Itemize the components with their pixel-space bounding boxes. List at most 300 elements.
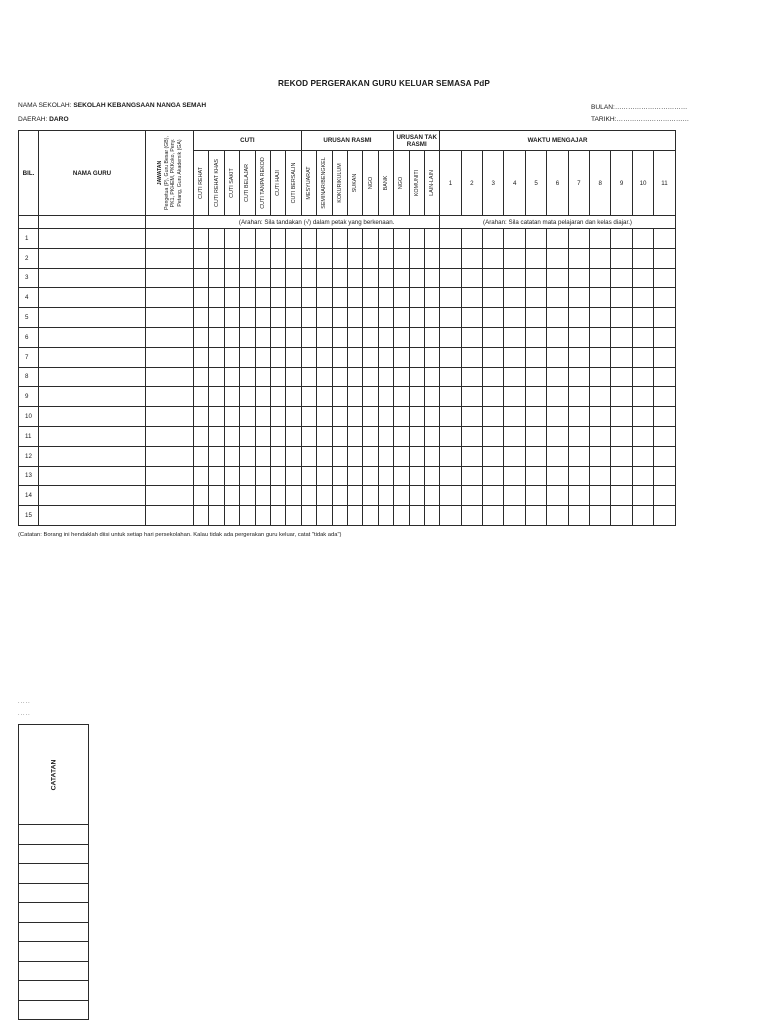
entry-cell[interactable] [504, 486, 525, 506]
entry-cell[interactable] [194, 486, 209, 506]
entry-cell[interactable] [590, 466, 611, 486]
entry-cell[interactable] [240, 486, 255, 506]
entry-cell[interactable] [568, 308, 589, 328]
entry-cell[interactable] [317, 446, 332, 466]
entry-cell[interactable] [240, 426, 255, 446]
entry-cell[interactable] [301, 486, 316, 506]
entry-cell[interactable] [255, 387, 270, 407]
entry-cell[interactable] [378, 248, 393, 268]
entry-cell[interactable] [632, 327, 653, 347]
entry-cell[interactable] [590, 308, 611, 328]
entry-cell[interactable] [317, 248, 332, 268]
entry-cell[interactable] [224, 506, 239, 526]
entry-cell[interactable] [301, 327, 316, 347]
entry-cell[interactable] [525, 248, 546, 268]
entry-cell[interactable] [378, 229, 393, 249]
entry-cell[interactable] [224, 486, 239, 506]
entry-cell[interactable] [611, 367, 632, 387]
entry-cell[interactable] [632, 367, 653, 387]
entry-cell[interactable] [568, 506, 589, 526]
jawatan-cell[interactable] [146, 387, 194, 407]
entry-cell[interactable] [347, 268, 362, 288]
jawatan-cell[interactable] [146, 506, 194, 526]
entry-cell[interactable] [547, 407, 568, 427]
entry-cell[interactable] [461, 506, 482, 526]
entry-cell[interactable] [363, 367, 378, 387]
entry-cell[interactable] [301, 446, 316, 466]
entry-cell[interactable] [461, 407, 482, 427]
entry-cell[interactable] [483, 486, 504, 506]
entry-cell[interactable] [409, 347, 424, 367]
entry-cell[interactable] [347, 229, 362, 249]
entry-cell[interactable] [332, 387, 347, 407]
entry-cell[interactable] [394, 268, 409, 288]
entry-cell[interactable] [286, 486, 301, 506]
entry-cell[interactable] [224, 248, 239, 268]
entry-cell[interactable] [409, 308, 424, 328]
entry-cell[interactable] [317, 407, 332, 427]
catatan-cell[interactable] [19, 903, 89, 923]
entry-cell[interactable] [483, 268, 504, 288]
entry-cell[interactable] [255, 229, 270, 249]
name-cell[interactable] [39, 486, 146, 506]
name-cell[interactable] [39, 327, 146, 347]
entry-cell[interactable] [286, 248, 301, 268]
entry-cell[interactable] [194, 407, 209, 427]
entry-cell[interactable] [270, 347, 285, 367]
entry-cell[interactable] [240, 407, 255, 427]
entry-cell[interactable] [317, 367, 332, 387]
entry-cell[interactable] [240, 367, 255, 387]
entry-cell[interactable] [525, 347, 546, 367]
entry-cell[interactable] [525, 327, 546, 347]
entry-cell[interactable] [409, 268, 424, 288]
entry-cell[interactable] [270, 248, 285, 268]
entry-cell[interactable] [286, 506, 301, 526]
name-cell[interactable] [39, 426, 146, 446]
entry-cell[interactable] [209, 407, 224, 427]
entry-cell[interactable] [547, 229, 568, 249]
entry-cell[interactable] [632, 407, 653, 427]
entry-cell[interactable] [394, 407, 409, 427]
entry-cell[interactable] [547, 268, 568, 288]
entry-cell[interactable] [378, 506, 393, 526]
entry-cell[interactable] [255, 268, 270, 288]
entry-cell[interactable] [194, 327, 209, 347]
entry-cell[interactable] [209, 308, 224, 328]
jawatan-cell[interactable] [146, 407, 194, 427]
catatan-cell[interactable] [19, 864, 89, 884]
catatan-cell[interactable] [19, 825, 89, 845]
entry-cell[interactable] [461, 248, 482, 268]
name-cell[interactable] [39, 407, 146, 427]
entry-cell[interactable] [424, 426, 439, 446]
entry-cell[interactable] [363, 308, 378, 328]
entry-cell[interactable] [654, 387, 676, 407]
entry-cell[interactable] [461, 308, 482, 328]
entry-cell[interactable] [525, 288, 546, 308]
catatan-cell[interactable] [19, 922, 89, 942]
entry-cell[interactable] [568, 229, 589, 249]
entry-cell[interactable] [461, 486, 482, 506]
entry-cell[interactable] [332, 327, 347, 347]
entry-cell[interactable] [286, 288, 301, 308]
entry-cell[interactable] [347, 446, 362, 466]
entry-cell[interactable] [317, 466, 332, 486]
entry-cell[interactable] [317, 308, 332, 328]
entry-cell[interactable] [424, 367, 439, 387]
entry-cell[interactable] [409, 407, 424, 427]
jawatan-cell[interactable] [146, 347, 194, 367]
entry-cell[interactable] [332, 248, 347, 268]
entry-cell[interactable] [568, 268, 589, 288]
entry-cell[interactable] [240, 288, 255, 308]
entry-cell[interactable] [224, 387, 239, 407]
entry-cell[interactable] [409, 248, 424, 268]
entry-cell[interactable] [224, 229, 239, 249]
entry-cell[interactable] [270, 426, 285, 446]
entry-cell[interactable] [332, 446, 347, 466]
entry-cell[interactable] [568, 486, 589, 506]
entry-cell[interactable] [347, 466, 362, 486]
entry-cell[interactable] [363, 268, 378, 288]
entry-cell[interactable] [194, 446, 209, 466]
catatan-cell[interactable] [19, 961, 89, 981]
entry-cell[interactable] [301, 466, 316, 486]
jawatan-cell[interactable] [146, 426, 194, 446]
entry-cell[interactable] [568, 426, 589, 446]
entry-cell[interactable] [347, 506, 362, 526]
entry-cell[interactable] [440, 407, 461, 427]
entry-cell[interactable] [378, 347, 393, 367]
entry-cell[interactable] [590, 268, 611, 288]
entry-cell[interactable] [424, 327, 439, 347]
entry-cell[interactable] [461, 446, 482, 466]
entry-cell[interactable] [461, 347, 482, 367]
entry-cell[interactable] [301, 407, 316, 427]
entry-cell[interactable] [461, 288, 482, 308]
entry-cell[interactable] [483, 506, 504, 526]
catatan-cell[interactable] [19, 883, 89, 903]
entry-cell[interactable] [209, 506, 224, 526]
entry-cell[interactable] [317, 486, 332, 506]
entry-cell[interactable] [194, 347, 209, 367]
entry-cell[interactable] [654, 407, 676, 427]
entry-cell[interactable] [286, 426, 301, 446]
entry-cell[interactable] [525, 308, 546, 328]
entry-cell[interactable] [590, 387, 611, 407]
entry-cell[interactable] [547, 367, 568, 387]
entry-cell[interactable] [209, 248, 224, 268]
entry-cell[interactable] [363, 248, 378, 268]
entry-cell[interactable] [209, 367, 224, 387]
entry-cell[interactable] [424, 248, 439, 268]
entry-cell[interactable] [611, 308, 632, 328]
entry-cell[interactable] [394, 446, 409, 466]
entry-cell[interactable] [424, 308, 439, 328]
jawatan-cell[interactable] [146, 466, 194, 486]
entry-cell[interactable] [332, 367, 347, 387]
entry-cell[interactable] [547, 426, 568, 446]
name-cell[interactable] [39, 466, 146, 486]
entry-cell[interactable] [654, 486, 676, 506]
entry-cell[interactable] [654, 367, 676, 387]
entry-cell[interactable] [286, 367, 301, 387]
entry-cell[interactable] [483, 347, 504, 367]
entry-cell[interactable] [461, 268, 482, 288]
entry-cell[interactable] [332, 426, 347, 446]
entry-cell[interactable] [394, 506, 409, 526]
entry-cell[interactable] [301, 367, 316, 387]
entry-cell[interactable] [194, 248, 209, 268]
entry-cell[interactable] [590, 407, 611, 427]
entry-cell[interactable] [209, 426, 224, 446]
name-cell[interactable] [39, 506, 146, 526]
entry-cell[interactable] [611, 387, 632, 407]
entry-cell[interactable] [347, 407, 362, 427]
entry-cell[interactable] [504, 426, 525, 446]
entry-cell[interactable] [255, 248, 270, 268]
entry-cell[interactable] [611, 268, 632, 288]
entry-cell[interactable] [504, 466, 525, 486]
entry-cell[interactable] [240, 387, 255, 407]
entry-cell[interactable] [483, 288, 504, 308]
entry-cell[interactable] [332, 486, 347, 506]
entry-cell[interactable] [611, 248, 632, 268]
entry-cell[interactable] [632, 466, 653, 486]
entry-cell[interactable] [270, 387, 285, 407]
entry-cell[interactable] [504, 347, 525, 367]
entry-cell[interactable] [317, 426, 332, 446]
entry-cell[interactable] [632, 486, 653, 506]
entry-cell[interactable] [301, 387, 316, 407]
entry-cell[interactable] [394, 229, 409, 249]
entry-cell[interactable] [286, 407, 301, 427]
entry-cell[interactable] [547, 248, 568, 268]
entry-cell[interactable] [224, 367, 239, 387]
name-cell[interactable] [39, 347, 146, 367]
entry-cell[interactable] [224, 407, 239, 427]
entry-cell[interactable] [286, 268, 301, 288]
entry-cell[interactable] [590, 446, 611, 466]
entry-cell[interactable] [547, 347, 568, 367]
name-cell[interactable] [39, 248, 146, 268]
entry-cell[interactable] [332, 308, 347, 328]
entry-cell[interactable] [424, 268, 439, 288]
entry-cell[interactable] [270, 288, 285, 308]
entry-cell[interactable] [270, 308, 285, 328]
entry-cell[interactable] [461, 387, 482, 407]
entry-cell[interactable] [440, 446, 461, 466]
entry-cell[interactable] [317, 506, 332, 526]
entry-cell[interactable] [378, 407, 393, 427]
entry-cell[interactable] [611, 466, 632, 486]
entry-cell[interactable] [590, 347, 611, 367]
entry-cell[interactable] [504, 506, 525, 526]
entry-cell[interactable] [525, 506, 546, 526]
entry-cell[interactable] [424, 486, 439, 506]
entry-cell[interactable] [240, 229, 255, 249]
entry-cell[interactable] [347, 308, 362, 328]
entry-cell[interactable] [440, 367, 461, 387]
entry-cell[interactable] [194, 387, 209, 407]
entry-cell[interactable] [424, 288, 439, 308]
entry-cell[interactable] [209, 387, 224, 407]
entry-cell[interactable] [632, 426, 653, 446]
entry-cell[interactable] [440, 347, 461, 367]
entry-cell[interactable] [483, 446, 504, 466]
entry-cell[interactable] [255, 308, 270, 328]
date-value[interactable]: …………………………… [616, 116, 690, 123]
entry-cell[interactable] [378, 327, 393, 347]
entry-cell[interactable] [224, 466, 239, 486]
entry-cell[interactable] [654, 308, 676, 328]
entry-cell[interactable] [270, 506, 285, 526]
entry-cell[interactable] [654, 347, 676, 367]
entry-cell[interactable] [363, 466, 378, 486]
entry-cell[interactable] [378, 308, 393, 328]
entry-cell[interactable] [504, 446, 525, 466]
entry-cell[interactable] [394, 426, 409, 446]
entry-cell[interactable] [301, 506, 316, 526]
entry-cell[interactable] [483, 466, 504, 486]
entry-cell[interactable] [440, 327, 461, 347]
entry-cell[interactable] [394, 308, 409, 328]
entry-cell[interactable] [409, 367, 424, 387]
entry-cell[interactable] [378, 486, 393, 506]
entry-cell[interactable] [240, 327, 255, 347]
entry-cell[interactable] [654, 426, 676, 446]
entry-cell[interactable] [194, 288, 209, 308]
entry-cell[interactable] [394, 466, 409, 486]
entry-cell[interactable] [394, 347, 409, 367]
entry-cell[interactable] [611, 327, 632, 347]
entry-cell[interactable] [378, 466, 393, 486]
entry-cell[interactable] [394, 387, 409, 407]
entry-cell[interactable] [255, 327, 270, 347]
jawatan-cell[interactable] [146, 248, 194, 268]
entry-cell[interactable] [363, 387, 378, 407]
entry-cell[interactable] [224, 327, 239, 347]
jawatan-cell[interactable] [146, 327, 194, 347]
entry-cell[interactable] [301, 308, 316, 328]
entry-cell[interactable] [590, 229, 611, 249]
entry-cell[interactable] [568, 248, 589, 268]
entry-cell[interactable] [525, 466, 546, 486]
entry-cell[interactable] [483, 327, 504, 347]
entry-cell[interactable] [632, 506, 653, 526]
entry-cell[interactable] [194, 506, 209, 526]
entry-cell[interactable] [611, 407, 632, 427]
catatan-cell[interactable] [19, 942, 89, 962]
entry-cell[interactable] [424, 446, 439, 466]
entry-cell[interactable] [194, 466, 209, 486]
entry-cell[interactable] [654, 466, 676, 486]
entry-cell[interactable] [240, 347, 255, 367]
entry-cell[interactable] [483, 308, 504, 328]
entry-cell[interactable] [409, 446, 424, 466]
entry-cell[interactable] [632, 446, 653, 466]
entry-cell[interactable] [394, 288, 409, 308]
entry-cell[interactable] [440, 248, 461, 268]
entry-cell[interactable] [209, 466, 224, 486]
entry-cell[interactable] [504, 248, 525, 268]
entry-cell[interactable] [654, 229, 676, 249]
entry-cell[interactable] [611, 288, 632, 308]
name-cell[interactable] [39, 387, 146, 407]
entry-cell[interactable] [394, 327, 409, 347]
entry-cell[interactable] [611, 229, 632, 249]
entry-cell[interactable] [347, 486, 362, 506]
entry-cell[interactable] [347, 327, 362, 347]
entry-cell[interactable] [611, 506, 632, 526]
entry-cell[interactable] [347, 347, 362, 367]
entry-cell[interactable] [547, 308, 568, 328]
entry-cell[interactable] [363, 407, 378, 427]
entry-cell[interactable] [301, 268, 316, 288]
entry-cell[interactable] [568, 446, 589, 466]
entry-cell[interactable] [286, 466, 301, 486]
entry-cell[interactable] [590, 288, 611, 308]
entry-cell[interactable] [270, 486, 285, 506]
entry-cell[interactable] [363, 288, 378, 308]
entry-cell[interactable] [347, 248, 362, 268]
month-value[interactable]: …………………………… [614, 104, 688, 111]
entry-cell[interactable] [347, 426, 362, 446]
entry-cell[interactable] [255, 446, 270, 466]
entry-cell[interactable] [547, 446, 568, 466]
entry-cell[interactable] [270, 466, 285, 486]
entry-cell[interactable] [461, 229, 482, 249]
entry-cell[interactable] [286, 308, 301, 328]
entry-cell[interactable] [654, 248, 676, 268]
entry-cell[interactable] [483, 387, 504, 407]
entry-cell[interactable] [504, 288, 525, 308]
entry-cell[interactable] [440, 426, 461, 446]
entry-cell[interactable] [525, 367, 546, 387]
entry-cell[interactable] [504, 387, 525, 407]
name-cell[interactable] [39, 308, 146, 328]
entry-cell[interactable] [270, 327, 285, 347]
entry-cell[interactable] [568, 347, 589, 367]
entry-cell[interactable] [301, 229, 316, 249]
entry-cell[interactable] [654, 446, 676, 466]
entry-cell[interactable] [525, 229, 546, 249]
entry-cell[interactable] [632, 347, 653, 367]
entry-cell[interactable] [547, 327, 568, 347]
entry-cell[interactable] [394, 367, 409, 387]
entry-cell[interactable] [240, 308, 255, 328]
entry-cell[interactable] [317, 387, 332, 407]
entry-cell[interactable] [363, 506, 378, 526]
entry-cell[interactable] [378, 426, 393, 446]
jawatan-cell[interactable] [146, 229, 194, 249]
entry-cell[interactable] [654, 268, 676, 288]
entry-cell[interactable] [632, 229, 653, 249]
entry-cell[interactable] [363, 327, 378, 347]
entry-cell[interactable] [332, 466, 347, 486]
entry-cell[interactable] [378, 288, 393, 308]
entry-cell[interactable] [286, 387, 301, 407]
entry-cell[interactable] [568, 387, 589, 407]
entry-cell[interactable] [224, 347, 239, 367]
entry-cell[interactable] [483, 229, 504, 249]
entry-cell[interactable] [568, 367, 589, 387]
jawatan-cell[interactable] [146, 367, 194, 387]
entry-cell[interactable] [568, 327, 589, 347]
entry-cell[interactable] [424, 387, 439, 407]
entry-cell[interactable] [409, 387, 424, 407]
